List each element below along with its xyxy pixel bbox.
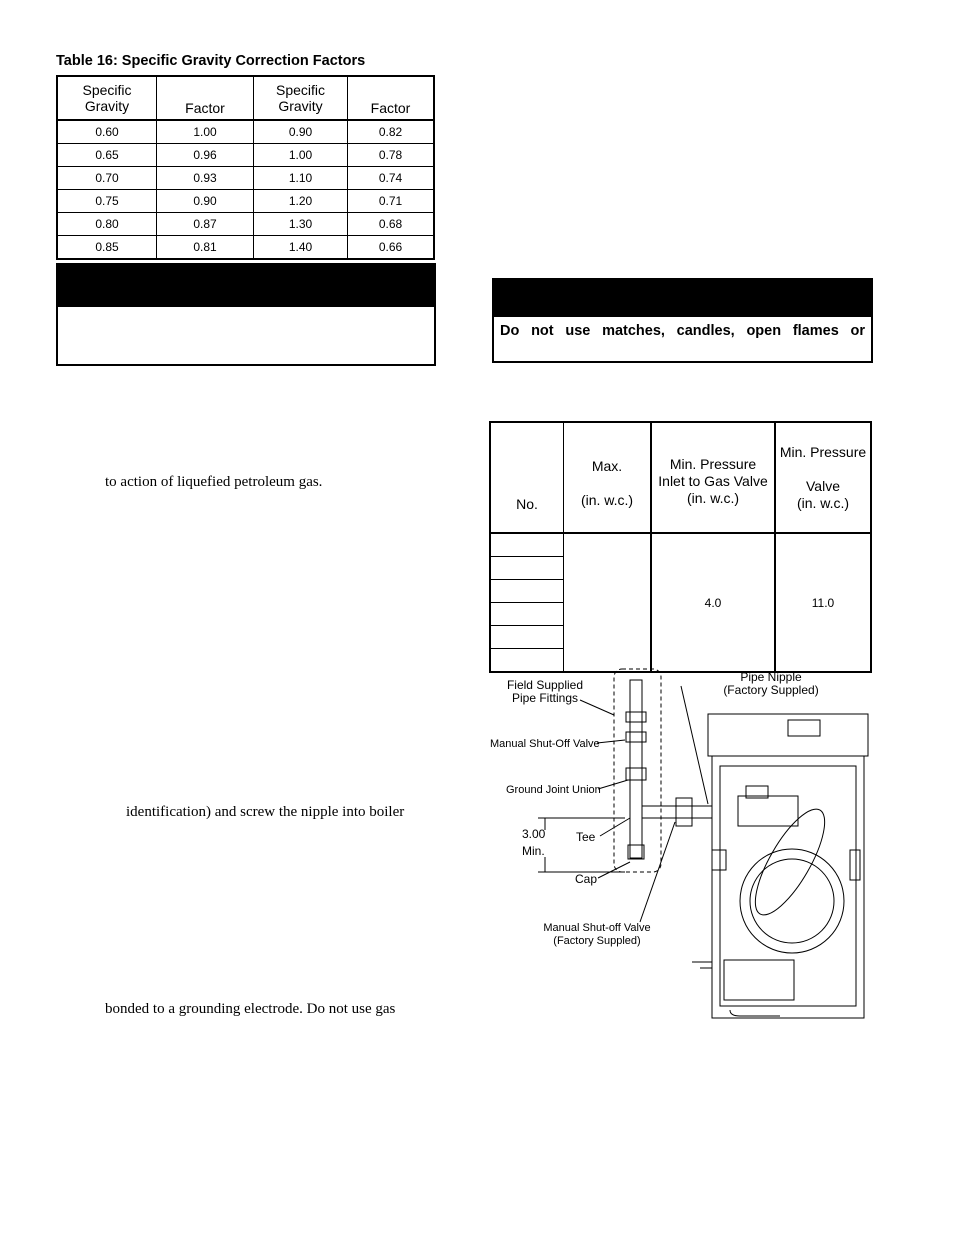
table-row: 0.75 0.90 1.20 0.71 bbox=[57, 190, 434, 213]
col-header: Factor bbox=[157, 76, 254, 120]
notice-box-left bbox=[56, 263, 436, 366]
table-row: 0.70 0.93 1.10 0.74 bbox=[57, 167, 434, 190]
gas-pressure-table bbox=[489, 421, 872, 673]
min-inlet-value: 4.0 bbox=[651, 533, 775, 672]
min-valve-value: 11.0 bbox=[775, 533, 871, 672]
table-header-row bbox=[490, 422, 871, 533]
label-ground-union: Ground Joint Union bbox=[506, 784, 601, 796]
warning-header-bar bbox=[494, 280, 871, 317]
label-tee: Tee bbox=[576, 830, 596, 844]
body-text-line: identification) and screw the nipple into boiler bbox=[126, 804, 405, 820]
table-row: 0.85 0.81 1.40 0.66 bbox=[57, 236, 434, 260]
table-header-row bbox=[57, 76, 434, 120]
col-header-max: Max. (in. w.c.) bbox=[564, 422, 652, 533]
label-cap: Cap bbox=[575, 872, 598, 886]
label-nipple-factory: (Factory Suppled) bbox=[723, 683, 819, 697]
specific-gravity-table bbox=[56, 75, 435, 260]
col-header: Factor bbox=[348, 76, 435, 120]
table-row: 0.65 0.96 1.00 0.78 bbox=[57, 144, 434, 167]
col-header: Specific Gravity bbox=[57, 76, 157, 120]
label-dim-min: Min. bbox=[522, 844, 545, 858]
gas-piping-diagram bbox=[484, 662, 884, 1024]
field-supplied-region bbox=[614, 669, 661, 872]
notice-header-bar bbox=[58, 265, 434, 307]
warning-box bbox=[492, 278, 873, 363]
body-text-line: to action of liquefied petroleum gas. bbox=[105, 474, 323, 490]
label-dim: 3.00 bbox=[522, 827, 546, 841]
table-row bbox=[490, 533, 871, 557]
label-pipe-fittings: Pipe Fittings bbox=[511, 691, 579, 705]
col-header-no: No. bbox=[490, 422, 564, 533]
label-manual-valve: Manual Shut-Off Valve bbox=[490, 738, 600, 750]
col-header-min-inlet: Min. Pressure Inlet to Gas Valve (in. w.c.) bbox=[651, 422, 775, 533]
label-factory-valve: Manual Shut-off Valve bbox=[543, 922, 651, 934]
label-pipe-nipple: Pipe Nipple bbox=[740, 670, 802, 684]
col-header: Specific Gravity bbox=[254, 76, 348, 120]
table-row: 0.60 1.00 0.90 0.82 bbox=[57, 120, 434, 144]
label-factory-suppled: (Factory Suppled) bbox=[553, 935, 641, 947]
label-field-supplied: Field Supplied bbox=[506, 678, 584, 692]
col-header-min-valve: Min. Pressure Valve (in. w.c.) bbox=[775, 422, 871, 533]
body-text-line: bonded to a grounding electrode. Do not use gas bbox=[105, 1001, 396, 1017]
warning-text: Do not use matches, candles, open flames or bbox=[500, 323, 865, 339]
table-row: 0.80 0.87 1.30 0.68 bbox=[57, 213, 434, 236]
table16-title: Table 16: Specific Gravity Correction Factors bbox=[56, 53, 366, 69]
